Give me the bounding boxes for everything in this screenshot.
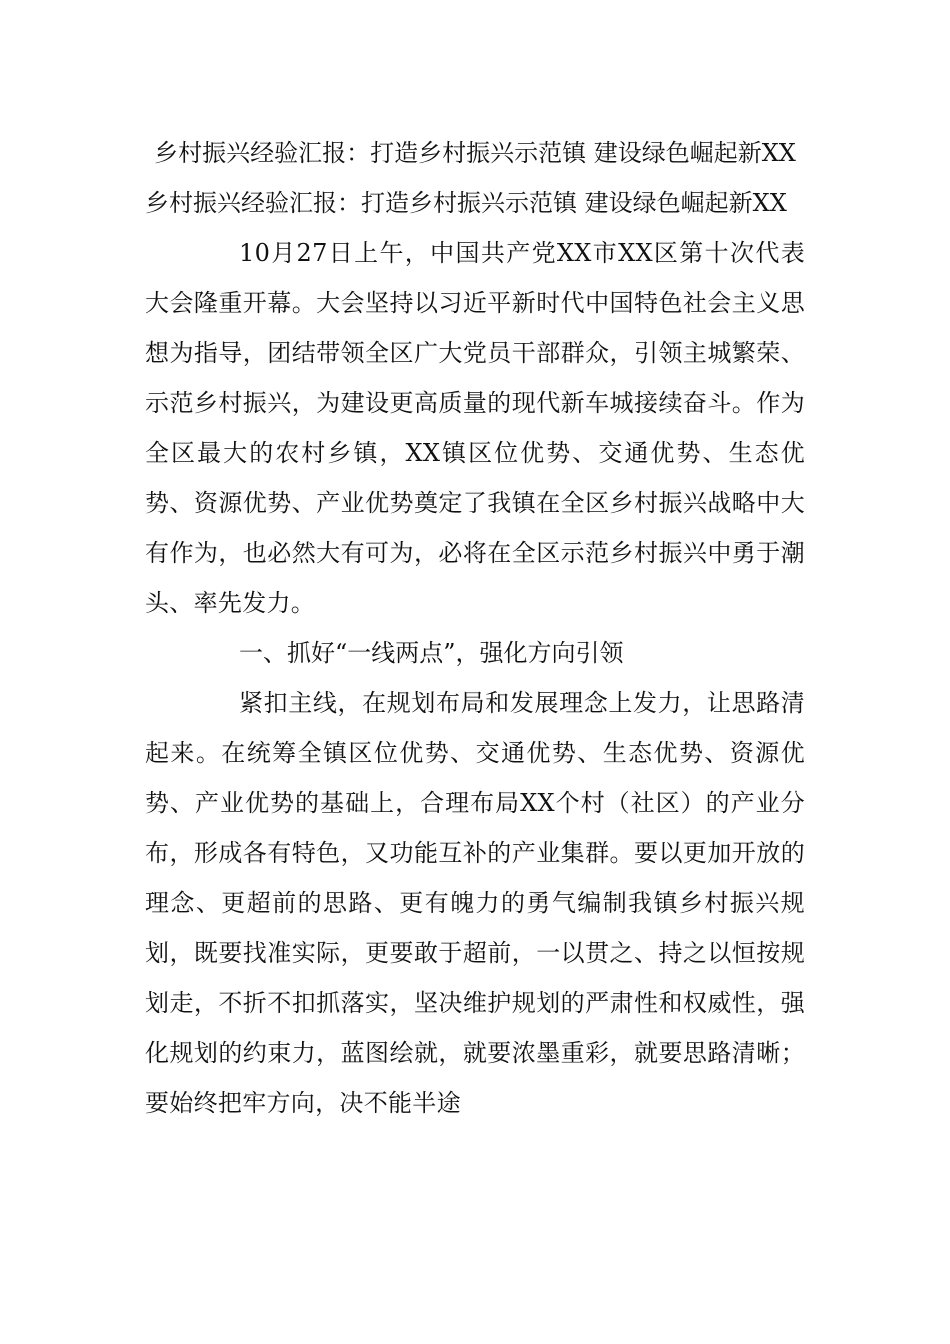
- document-page: [145, 128, 805, 1128]
- document-title-repeat: 乡村振兴经验汇报：打造乡村振兴示范镇 建设绿色崛起新XX: [145, 189, 787, 217]
- section-heading: 一、抓好“一线两点”，强化方向引领: [239, 639, 624, 667]
- document-title: 乡村振兴经验汇报：打造乡村振兴示范镇 建设绿色崛起新XX: [154, 139, 796, 167]
- section-paragraph: 紧扣主线，在规划布局和发展理念上发力，让思路清起来。在统筹全镇区位优势、交通优势、生态优势、资源优势、产业优势的基础上，合理布局XX个村（社区）的产业分布，形成各有特色，又功能互补的产业集群。要以更加开放的理念、更超前的思路、更有魄力的勇气编制我镇乡村振兴规划，既要找准实际，更要敢于超前，一以贯之、持之以恒按规划走，不折不扣抓落实，坚决维护规划的严肃性和权威性，强化规划的约束力，蓝图绘就，就要浓墨重彩，就要思路清晰；要始终把牢方向，决不能半途: [145, 689, 805, 1117]
- intro-paragraph: 10月27日上午，中国共产党XX市XX区第十次代表大会隆重开幕。大会坚持以习近平新时代中国特色社会主义思想为指导，团结带领全区广大党员干部群众，引领主城繁荣、示范乡村振兴，为建设更高质量的现代新车城接续奋斗。作为全区最大的农村乡镇，XX镇区位优势、交通优势、生态优势、资源优势、产业优势奠定了我镇在全区乡村振兴战略中大有作为，也必然大有可为，必将在全区示范乡村振兴中勇于潮头、率先发力。: [145, 239, 805, 617]
